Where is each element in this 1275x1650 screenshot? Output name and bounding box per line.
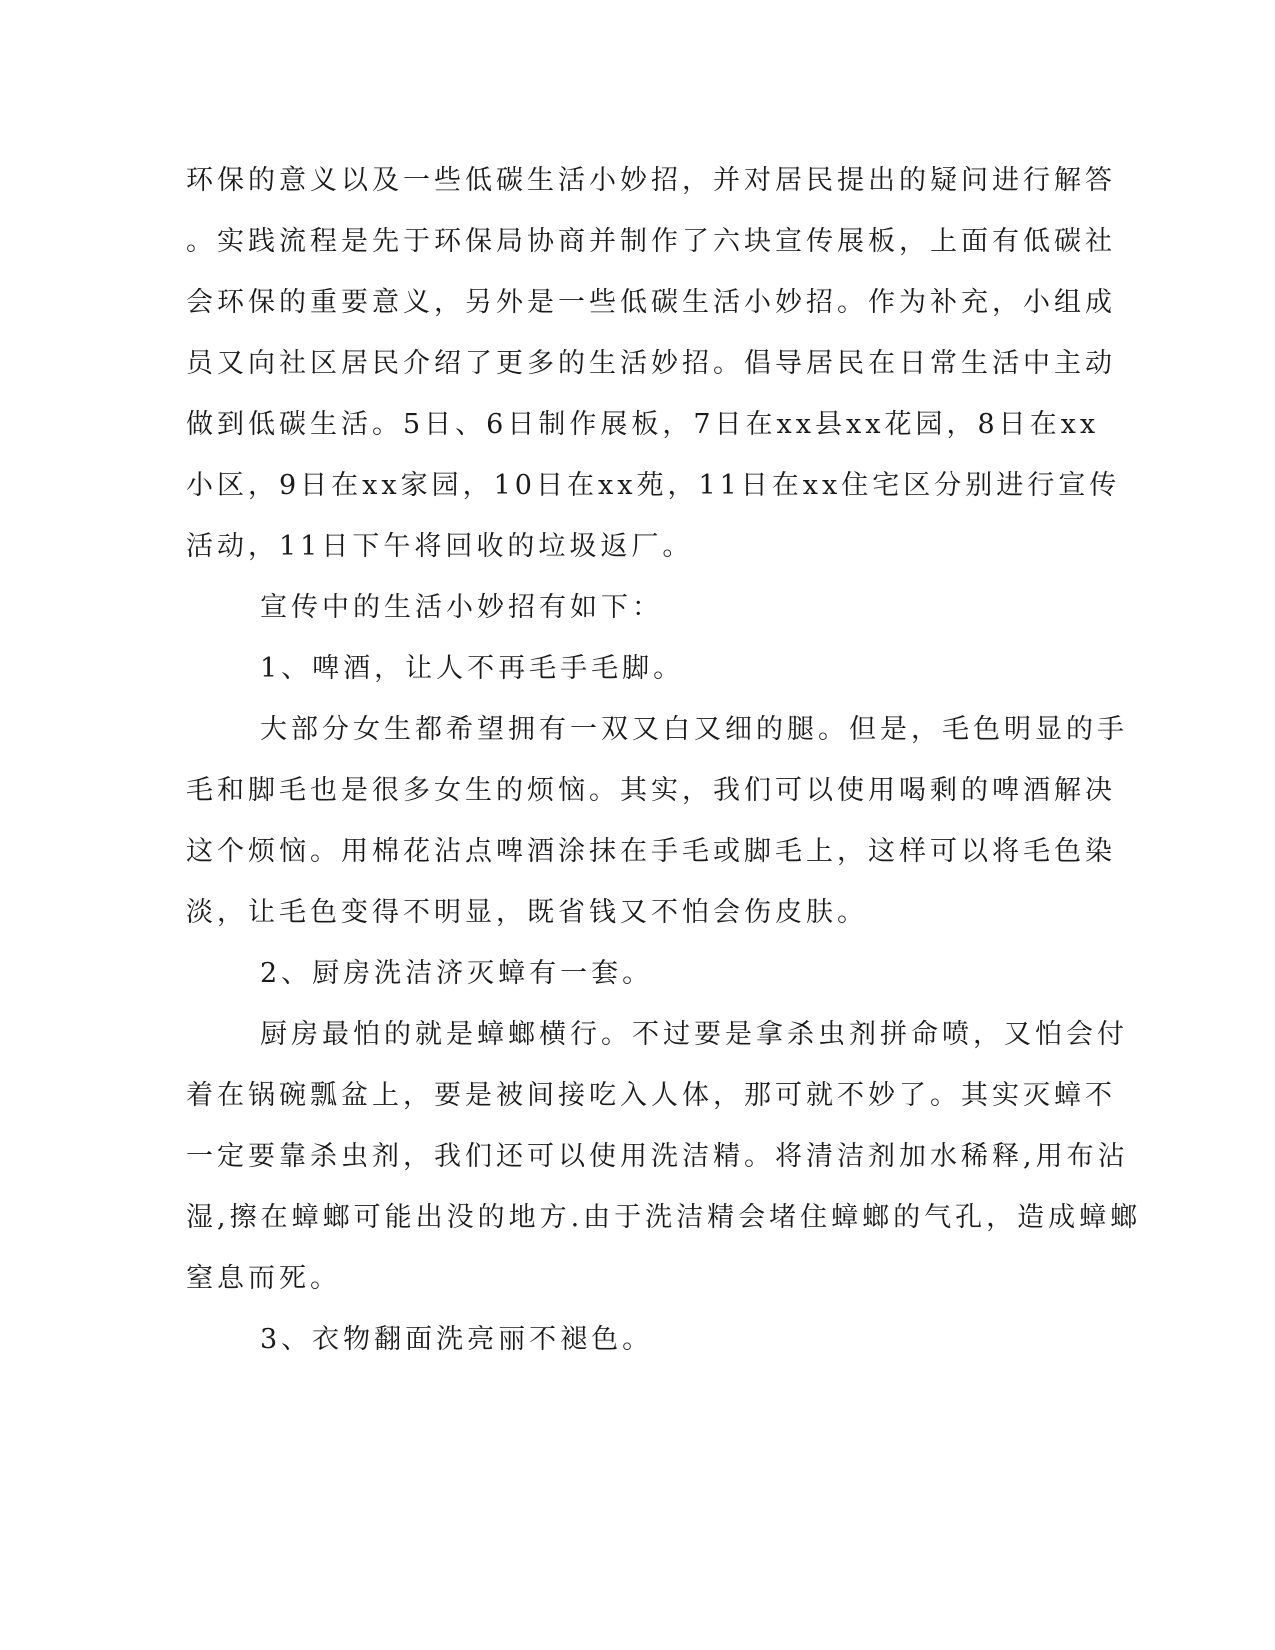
body-text-line: 湿,擦在蟑螂可能出没的地方.由于洗洁精会堵住蟑螂的气孔，造成蟑螂 — [186, 1202, 1142, 1233]
body-text-line: 会环保的重要意义，另外是一些低碳生活小妙招。作为补充，小组成 — [186, 287, 1116, 318]
body-text-line: 做到低碳生活。5日、6日制作展板，7日在xx县xx花园，8日在xx — [186, 409, 1100, 440]
tip-heading-2: 2、厨房洗洁济灭蟑有一套。 — [260, 958, 654, 989]
body-text-line: 。实践流程是先于环保局协商并制作了六块宣传展板，上面有低碳社 — [186, 226, 1116, 257]
body-text-line: 毛和脚毛也是很多女生的烦恼。其实，我们可以使用喝剩的啤酒解决 — [186, 775, 1116, 806]
body-text-line: 窒息而死。 — [186, 1263, 341, 1294]
body-text-line: 着在锅碗瓢盆上，要是被间接吃入人体，那可就不妙了。其实灭蟑不 — [186, 1080, 1116, 1111]
body-text-line: 活动，11日下午将回收的垃圾返厂。 — [186, 531, 694, 562]
body-text-line: 员又向社区居民介绍了更多的生活妙招。倡导居民在日常生活中主动 — [186, 348, 1116, 379]
document-page — [186, 150, 1142, 1370]
body-text-line: 环保的意义以及一些低碳生活小妙招，并对居民提出的疑问进行解答 — [186, 165, 1116, 196]
tip-heading-3: 3、衣物翻面洗亮丽不褪色。 — [260, 1324, 654, 1355]
section-intro: 宣传中的生活小妙招有如下： — [260, 592, 663, 623]
body-text-line: 大部分女生都希望拥有一双又白又细的腿。但是，毛色明显的手 — [260, 714, 1128, 745]
body-text-line: 淡，让毛色变得不明显，既省钱又不怕会伤皮肤。 — [186, 897, 868, 928]
body-text-line: 厨房最怕的就是蟑螂横行。不过要是拿杀虫剂拼命喷，又怕会付 — [260, 1019, 1128, 1050]
body-text-line: 一定要靠杀虫剂，我们还可以使用洗洁精。将清洁剂加水稀释,用布沾 — [186, 1141, 1129, 1172]
body-text-line: 这个烦恼。用棉花沾点啤酒涂抹在手毛或脚毛上，这样可以将毛色染 — [186, 836, 1116, 867]
tip-heading-1: 1、啤酒，让人不再毛手毛脚。 — [260, 653, 685, 684]
body-text-line: 小区，9日在xx家园，10日在xx苑，11日在xx住宅区分别进行宣传 — [186, 470, 1121, 501]
